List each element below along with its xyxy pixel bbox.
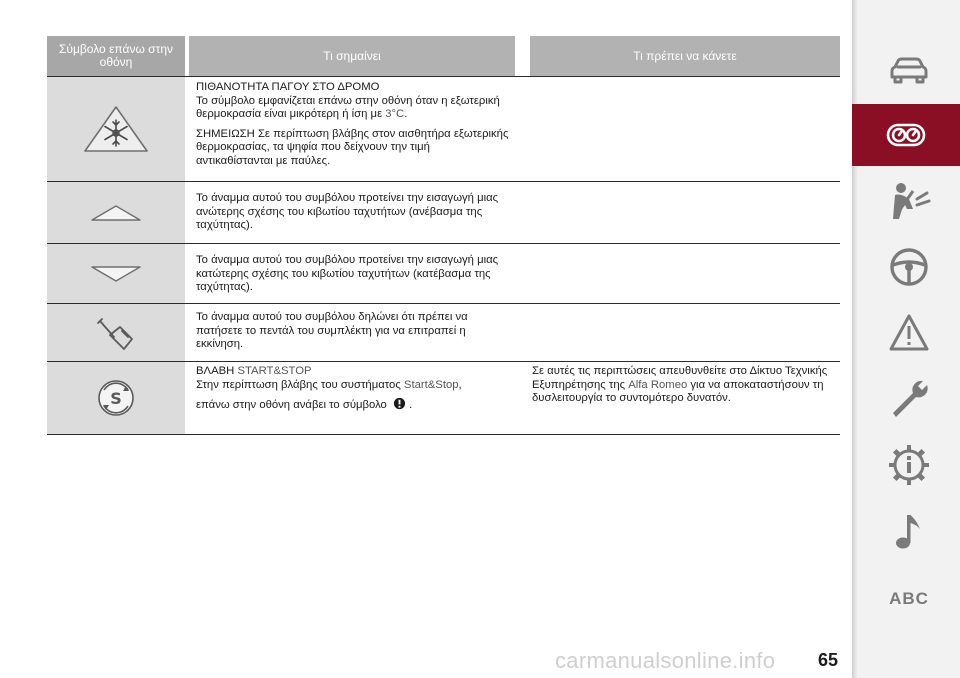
meaning-text-2-end: .: [409, 399, 413, 412]
wrench-icon: [887, 377, 931, 421]
table-row: [47, 76, 840, 182]
header-action: Τι πρέπει να κάνετε: [530, 36, 840, 76]
action-cell: [515, 244, 840, 303]
dashboard-gauges-icon: [884, 113, 928, 157]
tab-safety[interactable]: [862, 170, 956, 232]
sidebar-edge: [852, 0, 858, 678]
chapter-sidebar: [852, 0, 960, 678]
meaning-note: ΣΗΜΕΙΩΣΗ Σε περίπτωση βλάβης στον αισθητήρα εξωτερικής θερμοκρασίας, τα ψηφία που δείχνουν την τιμή αντικαθίστανται με παύλες.: [196, 127, 509, 167]
symbol-cell: [47, 244, 185, 303]
index-label: ABC: [889, 589, 929, 608]
meaning-cell: Το άναμμα αυτού του συμβόλου προτείνει την εισαγωγή μιας κατώτερης σχέσης του κιβωτίου ταχυτήτων (κατέβασμα της ταχύτητας).: [196, 254, 499, 294]
symbol-cell: [47, 182, 185, 243]
page-number: 65: [818, 650, 839, 670]
system-name: START&STOP: [237, 365, 312, 377]
car-icon: [887, 49, 931, 93]
info-gear-icon: [887, 443, 931, 487]
symbol-cell: [47, 77, 185, 181]
tab-dashboard[interactable]: [852, 104, 960, 166]
symbols-table: [47, 36, 840, 435]
table-header: [47, 36, 840, 76]
music-note-icon: [887, 509, 931, 553]
svg-text:S: S: [110, 389, 122, 408]
clutch-pedal-icon: [94, 313, 138, 353]
temperature-value: 3°C: [385, 108, 405, 121]
system-name-inline: Start&Stop: [403, 378, 459, 391]
action-text: Σε αυτές τις περιπτώσεις απευθυνθείτε στο Δίκτυο Τεχνικής Εξυπηρέτησης της: [532, 365, 828, 391]
meaning-cell: Το άναμμα αυτού του συμβόλου προτείνει την εισαγωγή μιας ανώτερης σχέσης του κιβωτίου ταχυτήτων (ανέβασμα της ταχύτητας).: [196, 192, 499, 232]
tab-technical-data[interactable]: [862, 434, 956, 496]
brand-name: Alfa Romeo: [628, 378, 688, 391]
tab-multimedia[interactable]: [862, 500, 956, 562]
symbol-cell: [47, 362, 185, 434]
action-text-end: για να αποκαταστήσουν τη δυσλειτουργία το συντομότερο δυνατόν.: [532, 378, 824, 405]
tab-emergency[interactable]: [862, 302, 956, 364]
action-cell: [515, 304, 840, 361]
warning-triangle-icon: [887, 311, 931, 355]
action-cell: [515, 77, 840, 181]
meaning-cell: Το άναμμα αυτού του συμβόλου δηλώνει ότι πρέπει να πατήσετε το πεντάλ του συμπλέκτη για να επιτραπεί η εκκίνηση.: [196, 311, 468, 351]
tab-car[interactable]: [862, 40, 956, 102]
meaning-cell: [185, 362, 515, 434]
tab-driving[interactable]: [862, 236, 956, 298]
tab-index[interactable]: [862, 568, 956, 630]
seatbelt-passenger-icon: [887, 179, 931, 223]
symbol-cell: [47, 304, 185, 361]
start-stop-failure-icon: [94, 376, 138, 420]
header-symbol: Σύμβολο επάνω στην οθόνη: [47, 36, 185, 76]
gear-down-arrow-icon: [88, 264, 144, 284]
meaning-text: Στην περίπτωση βλάβης του συστήματος: [196, 378, 404, 391]
table-row: [47, 362, 840, 435]
meaning-cell: [185, 77, 515, 181]
table-row: [47, 304, 840, 362]
table-row: [47, 244, 840, 304]
action-cell: [515, 362, 840, 434]
action-cell: [515, 182, 840, 243]
ice-warning-icon: [81, 103, 151, 155]
steering-wheel-icon: [887, 245, 931, 289]
failure-indicator-icon: [393, 397, 406, 410]
meaning-text-end: ,: [458, 378, 462, 391]
tab-maintenance[interactable]: [862, 368, 956, 430]
meaning-text-2: επάνω στην οθόνη ανάβει το σύμβολο: [196, 399, 387, 412]
meaning-text: Το σύμβολο εμφανίζεται επάνω στην οθόνη όταν η εξωτερική θερμοκρασία είναι μικρότερη ή ίση με: [196, 94, 500, 121]
table-row: [47, 182, 840, 244]
meaning-text-end: .: [404, 108, 408, 121]
meaning-title: ΒΛΑΒΗ: [196, 365, 235, 377]
meaning-title: ΠΙΘΑΝΟΤΗΤΑ ΠΑΓΟΥ ΣΤΟ ΔΡΟΜΟ: [196, 81, 380, 93]
watermark: carmanualsonline.info: [555, 648, 776, 673]
gear-up-arrow-icon: [88, 203, 144, 223]
header-meaning: Τι σημαίνει: [189, 36, 515, 76]
